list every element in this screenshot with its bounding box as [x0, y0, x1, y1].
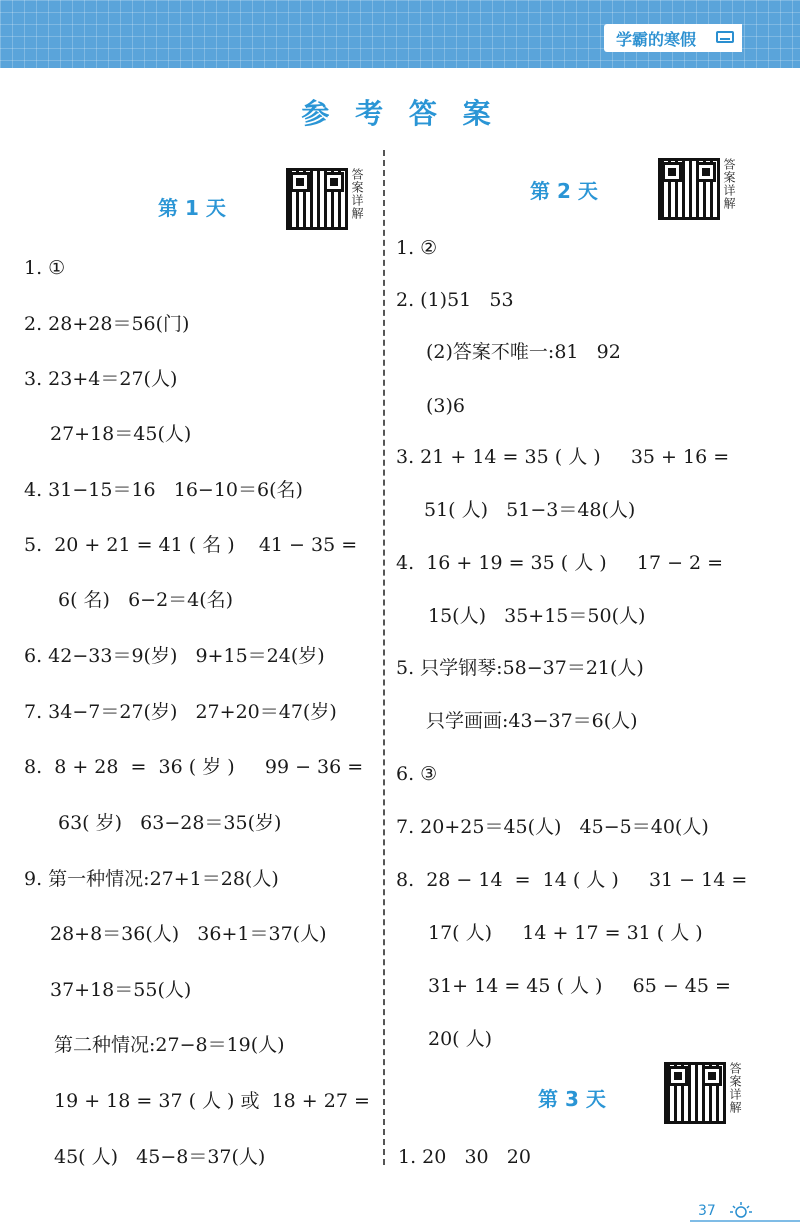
answer-line: 4. 31−15＝16 16−10＝6(名)	[24, 479, 303, 501]
brand-name: 学霸的寒假	[615, 29, 696, 49]
answer-line: 8. 28 − 14 = 14 ( 人 ) 31 − 14 =	[396, 869, 748, 891]
brand-tag	[604, 24, 742, 52]
header-banner	[0, 0, 800, 68]
answer-line: 63( 岁) 63−28＝35(岁)	[58, 812, 282, 834]
answer-line: 只学画画:43−37＝6(人)	[426, 710, 638, 732]
answer-line: 19 + 18 = 37 ( 人 ) 或 18 + 27 =	[54, 1090, 370, 1112]
answer-line: 45( 人) 45−8＝37(人)	[54, 1146, 266, 1168]
answer-line: 6. ③	[396, 763, 438, 785]
answer-line: 3. 21 + 14 = 35 ( 人 ) 35 + 16 =	[396, 446, 730, 468]
answer-line: 15(人) 35+15＝50(人)	[428, 605, 646, 627]
answer-line: 31+ 14 = 45 ( 人 ) 65 − 45 =	[428, 975, 731, 997]
qr-label: 答案详解	[722, 158, 736, 210]
answer-line: 1. ②	[396, 237, 438, 259]
qr-label: 答案详解	[728, 1062, 742, 1114]
answer-line: 20( 人)	[428, 1028, 493, 1050]
answer-line: 6. 42−33＝9(岁) 9+15＝24(岁)	[24, 645, 325, 667]
answer-line: 28+8＝36(人) 36+1＝37(人)	[50, 923, 327, 945]
answer-line: 7. 20+25＝45(人) 45−5＝40(人)	[396, 816, 709, 838]
page-number-underline	[690, 1220, 800, 1222]
book-icon	[716, 31, 734, 43]
page-number: 37	[698, 1203, 716, 1219]
sun-icon	[728, 1198, 754, 1220]
answer-line: 2. 28+28＝56(门)	[24, 313, 190, 335]
qr-code-icon	[658, 158, 720, 220]
qr-code-day-3[interactable]	[664, 1062, 742, 1124]
answer-line: 51( 人) 51−3＝48(人)	[424, 499, 636, 521]
answer-line: 27+18＝45(人)	[50, 423, 192, 445]
qr-label: 答案详解	[350, 168, 364, 220]
answer-line: 3. 23+4＝27(人)	[24, 368, 178, 390]
day-2-title: 第 2 天	[530, 179, 598, 203]
page-title: 参 考 答 案	[301, 97, 499, 130]
column-divider	[383, 150, 385, 1165]
answer-line: 2. (1)51 53	[396, 289, 514, 311]
answer-line: 9. 第一种情况:27+1＝28(人)	[24, 868, 279, 890]
answer-line: 5. 只学钢琴:58−37＝21(人)	[396, 657, 644, 679]
answer-line: 37+18＝55(人)	[50, 979, 192, 1001]
answer-line: 4. 16 + 19 = 35 ( 人 ) 17 − 2 =	[396, 552, 724, 574]
answer-line: (2)答案不唯一:81 92	[426, 341, 621, 363]
answer-line: (3)6	[426, 395, 466, 417]
qr-code-day-1[interactable]	[286, 168, 364, 230]
answer-line: 17( 人) 14 + 17 = 31 ( 人 )	[428, 922, 703, 944]
answer-line: 8. 8 + 28 = 36 ( 岁 ) 99 − 36 =	[24, 756, 364, 778]
answer-line: 6( 名) 6−2＝4(名)	[58, 589, 234, 611]
answer-line: 5. 20 + 21 = 41 ( 名 ) 41 − 35 =	[24, 534, 358, 556]
answer-line: 第二种情况:27−8＝19(人)	[54, 1034, 285, 1056]
answer-line: 1. 20 30 20	[398, 1146, 531, 1168]
answer-line: 1. ①	[24, 257, 66, 279]
qr-code-icon	[286, 168, 348, 230]
day-1-title: 第 1 天	[158, 196, 226, 220]
day-3-title: 第 3 天	[538, 1087, 606, 1111]
answer-line: 7. 34−7＝27(岁) 27+20＝47(岁)	[24, 701, 337, 723]
qr-code-day-2[interactable]	[658, 158, 736, 220]
qr-code-icon	[664, 1062, 726, 1124]
